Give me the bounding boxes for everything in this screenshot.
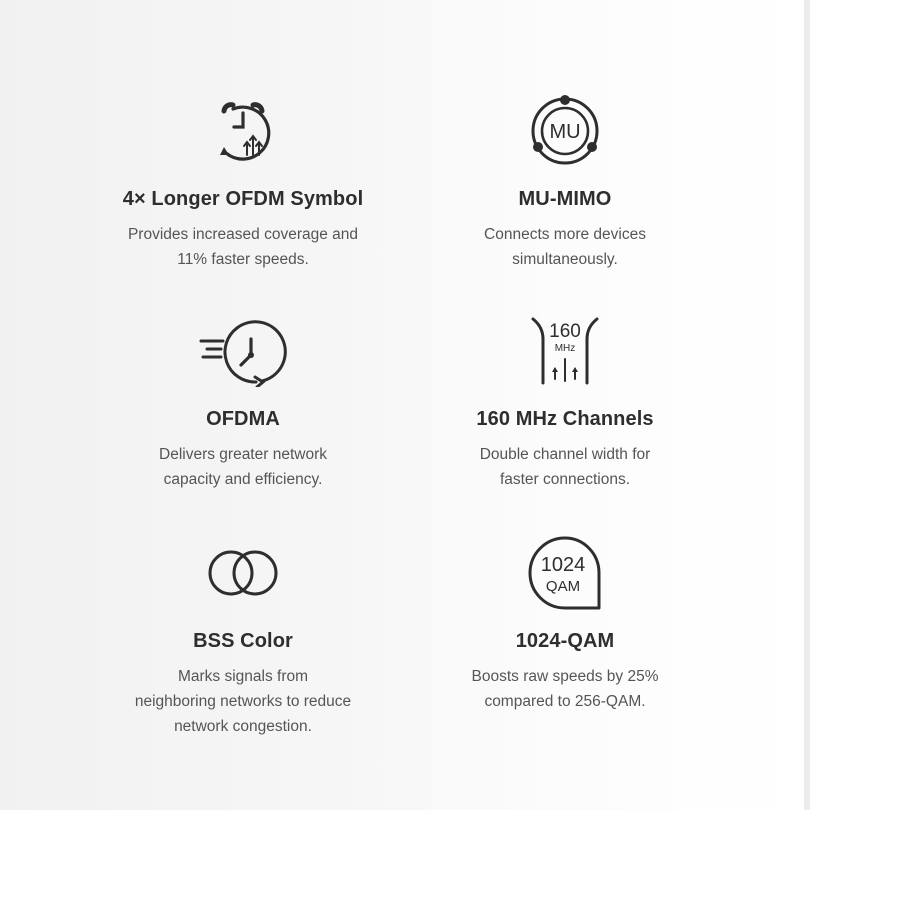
feature-description: Boosts raw speeds by 25% compared to 256-QAM. — [471, 668, 659, 710]
overlapping-circles-icon — [93, 537, 393, 609]
qam-badge-icon — [415, 537, 715, 609]
svg-text:160: 160 — [549, 321, 581, 342]
panel-divider — [804, 0, 810, 810]
alarm-clock-icon — [93, 95, 393, 167]
feature-title: MU-MIMO — [518, 188, 612, 210]
feature-description: Delivers greater network capacity and efficiency. — [159, 446, 327, 488]
feature-title: 4× Longer OFDM Symbol — [122, 188, 364, 210]
feature-title: OFDMA — [206, 408, 280, 430]
feature-description: Provides increased coverage and 11% faster speeds. — [127, 226, 359, 268]
svg-text:QAM: QAM — [545, 578, 581, 595]
feature-description: Double channel width for faster connections. — [479, 446, 651, 488]
fast-clock-icon — [93, 315, 393, 387]
feature-title: BSS Color — [193, 630, 293, 652]
svg-text:MHz: MHz — [554, 343, 576, 354]
svg-text:MU: MU — [549, 121, 581, 143]
feature-description: Connects more devices simultaneously. — [484, 226, 646, 268]
feature-title: 1024-QAM — [515, 630, 615, 652]
feature-description: Marks signals from neighboring networks to reduce network congestion. — [134, 668, 352, 735]
svg-text:1024: 1024 — [540, 554, 586, 576]
mu-mimo-icon — [415, 95, 715, 167]
channel-width-icon — [415, 315, 715, 387]
feature-title: 160 MHz Channels — [476, 408, 654, 430]
